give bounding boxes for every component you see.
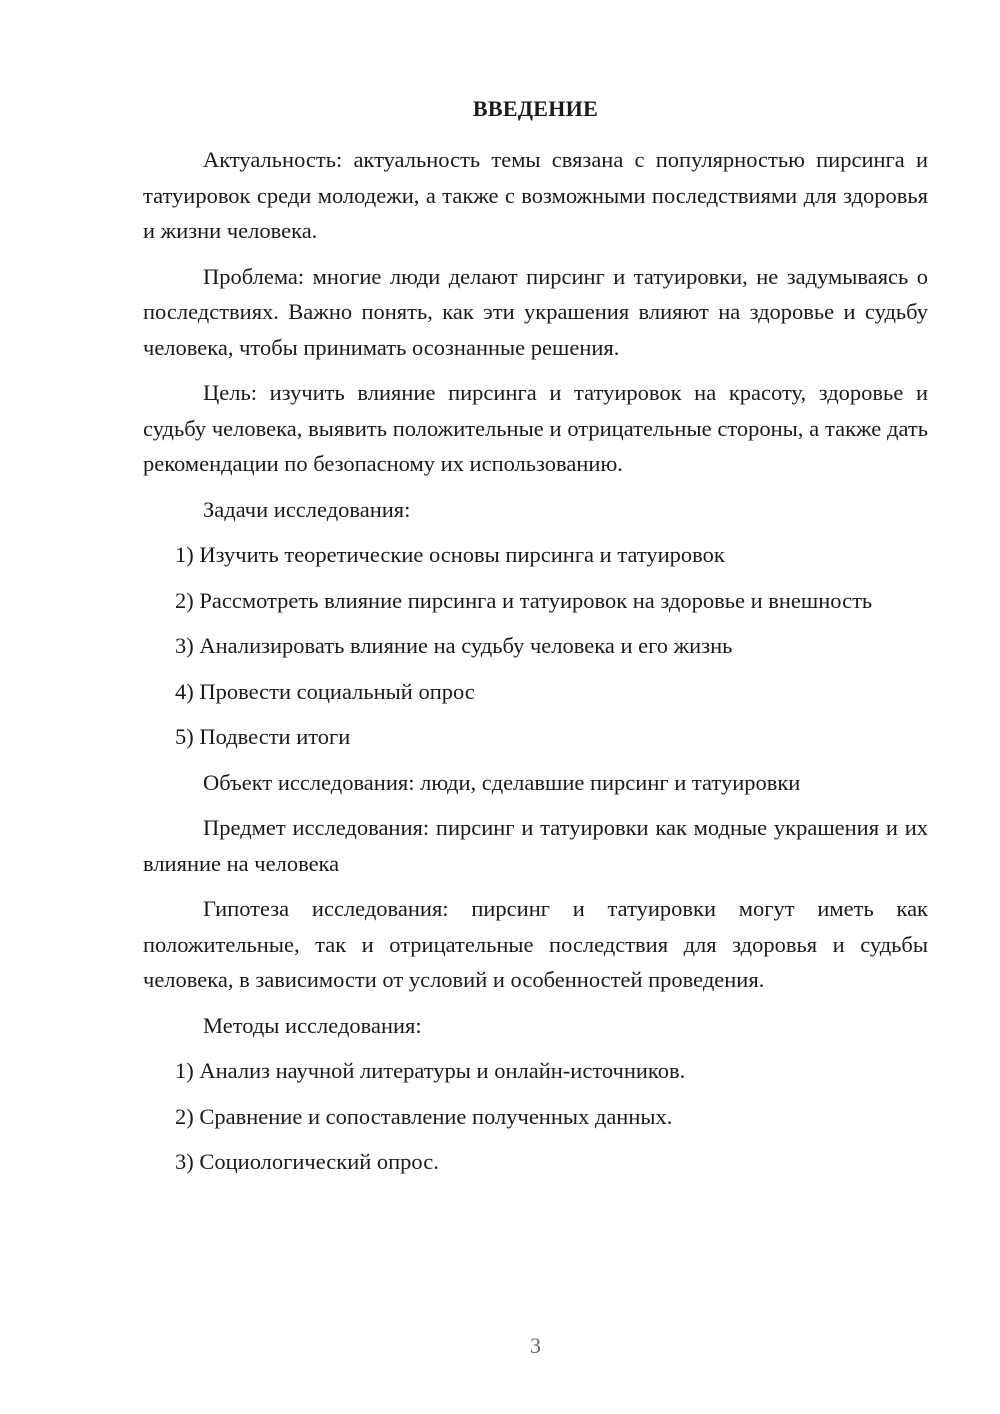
paragraph-tasks-heading: Задачи исследования: xyxy=(203,496,411,522)
list-item-method-3: 3) Социологический опрос. xyxy=(175,1149,439,1174)
paragraph-methods-heading: Методы исследования: xyxy=(203,1012,422,1038)
document-page xyxy=(143,0,928,1414)
body-text xyxy=(143,142,928,1190)
list-item-task-3: 3) Анализировать влияние на судьбу человека и его жизнь xyxy=(175,633,733,658)
paragraph-problem: Проблема: многие люди делают пирсинг и татуировки, не задумываясь о последствиях. Важно понять, как эти украшения влияют на здоровье и судьбу человека, чтобы принимать осознанные решения. xyxy=(143,263,928,360)
list-item-task-5: 5) Подвести итоги xyxy=(175,724,351,749)
page-title: ВВЕДЕНИЕ xyxy=(472,96,599,121)
list-item-method-1: 1) Анализ научной литературы и онлайн-источников. xyxy=(175,1058,686,1083)
list-item-task-1: 1) Изучить теоретические основы пирсинга и татуировок xyxy=(175,542,725,567)
paragraph-object: Объект исследования: люди, сделавшие пирсинг и татуировки xyxy=(203,769,801,795)
paragraph-hypothesis: Гипотеза исследования: пирсинг и татуировки могут иметь как положительные, так и отрицательные последствия для здоровья и судьбы человека, в зависимости от условий и особенностей проведения. xyxy=(143,896,928,992)
list-item-method-2: 2) Сравнение и сопоставление полученных данных. xyxy=(175,1103,673,1129)
paragraph-subject: Предмет исследования: пирсинг и татуировки как модные украшения и их влияние на человека xyxy=(143,815,928,876)
paragraph-goal: Цель: изучить влияние пирсинга и татуировок на красоту, здоровье и судьбу человека, выявить положительные и отрицательные стороны, а также дать рекомендации по безопасному их использованию. xyxy=(143,380,928,476)
list-item-task-4: 4) Провести социальный опрос xyxy=(175,678,475,704)
list-item-task-2: 2) Рассмотреть влияние пирсинга и татуировок на здоровье и внешность xyxy=(175,587,873,613)
page-number: 3 xyxy=(530,1333,541,1358)
paragraph-relevance: Актуальность: актуальность темы связана с популярностью пирсинга и татуировок среди молодежи, а также с возможными последствиями для здоровья и жизни человека. xyxy=(143,147,928,243)
